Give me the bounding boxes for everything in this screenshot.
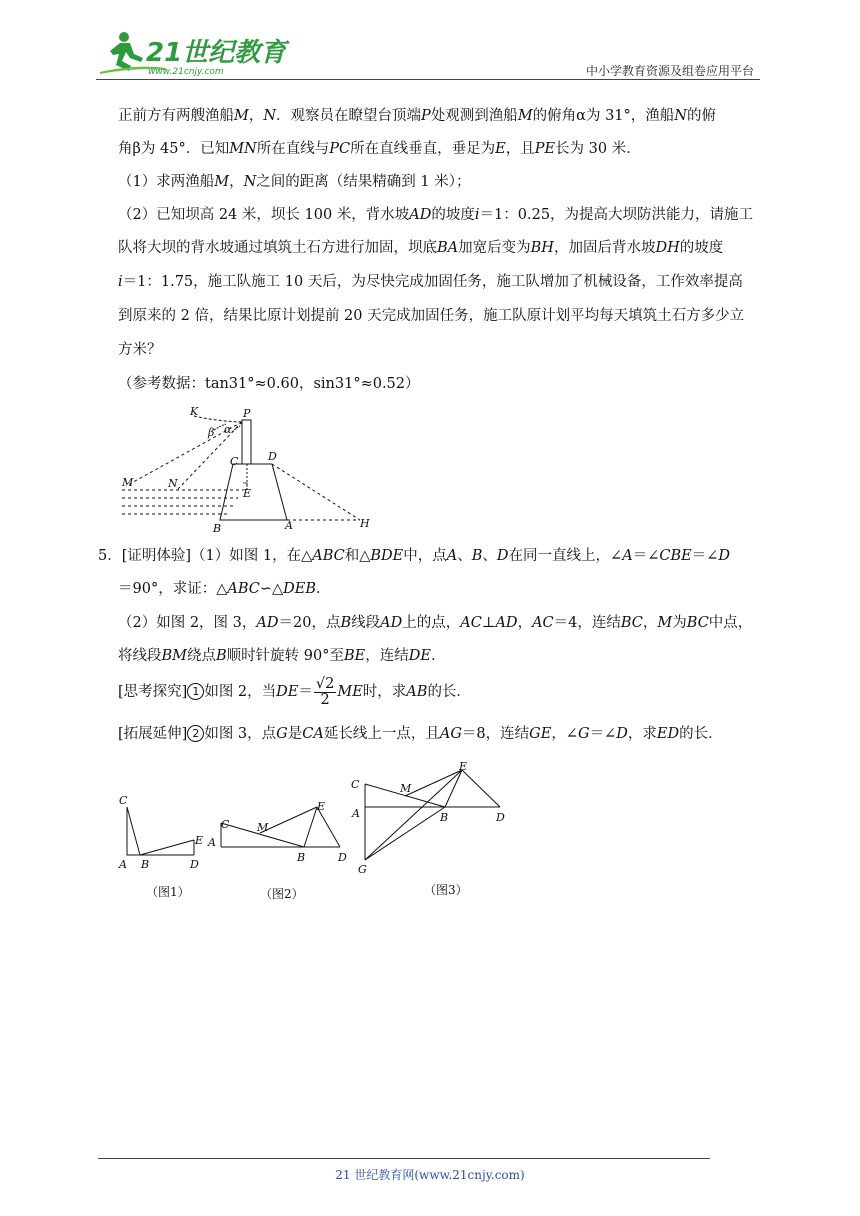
- text-span: [思考探究]: [118, 684, 188, 700]
- text-span: i: [118, 274, 123, 290]
- text-span: ＝4，连结: [553, 615, 621, 631]
- text-span: M: [657, 615, 673, 631]
- text-span: ，加固后背水坡: [553, 240, 656, 256]
- text-span: N: [243, 174, 257, 190]
- text-span: BDE: [370, 548, 404, 564]
- text-span: ＝8，连结: [461, 726, 530, 742]
- text-span: ．: [316, 581, 331, 597]
- header-divider: [96, 79, 760, 80]
- text-span: ，∠: [551, 726, 578, 742]
- q4-line-1: [118, 100, 768, 132]
- text-span: AD: [409, 207, 432, 223]
- fig2-label-A: A: [208, 836, 216, 849]
- text-span: ，: [517, 615, 533, 631]
- label-D: D: [268, 450, 277, 463]
- text-span: 如图 3，点: [204, 726, 277, 742]
- q4-part-2-line-2: [118, 232, 768, 264]
- text-span: 顺时针旋转 90°至: [226, 648, 344, 664]
- text-span: AD: [495, 615, 518, 631]
- text-span: E: [495, 141, 506, 157]
- text-span: 是: [287, 726, 303, 742]
- text-span: AB: [406, 684, 428, 700]
- text-span: 队将大坝的背水坡通过填筑土石方进行加固，坝底: [118, 240, 437, 256]
- label-N: N: [168, 477, 178, 490]
- text-span: AD: [380, 615, 403, 631]
- q5-figures: [110, 760, 530, 910]
- text-span: A: [446, 548, 458, 564]
- text-span: DEB: [283, 581, 317, 597]
- text-span: （1）求两渔船: [118, 174, 215, 190]
- text-span: D: [718, 548, 730, 564]
- fig3-caption: （图3）: [424, 883, 468, 897]
- text-span: 将线段: [118, 648, 162, 664]
- text-span: D: [616, 726, 628, 742]
- text-span: N: [263, 108, 277, 124]
- text-span: GE: [529, 726, 552, 742]
- text-span: 之间的距离（结果精确到 1 米）；: [256, 174, 471, 190]
- text-span: ，: [229, 174, 244, 190]
- text-span: ABC: [312, 548, 345, 564]
- text-span: ＝∠: [589, 726, 617, 742]
- text-span: 的长．: [679, 726, 723, 742]
- text-span: ＝∠: [632, 548, 660, 564]
- fig2-label-M: M: [257, 821, 269, 834]
- text-span: M: [234, 108, 249, 124]
- q4-part-1: [118, 166, 768, 198]
- text-span: 上的点，: [402, 615, 461, 631]
- q5-line-6: [118, 718, 768, 750]
- text-span: CBE: [659, 548, 692, 564]
- q4-part-2-line-4: [118, 300, 768, 332]
- fig1-label-E: E: [195, 834, 204, 847]
- fig1-label-A: A: [119, 858, 127, 871]
- fig1-caption: （图1）: [146, 885, 190, 899]
- text-span: D: [496, 548, 509, 564]
- text-span: 2: [320, 691, 330, 708]
- q4-part-2-line-1: [118, 199, 768, 231]
- text-span: 处观测到渔船: [430, 108, 518, 124]
- fig3-label-M: M: [400, 782, 412, 795]
- text-span: 5．[证明体验]（1）如图 1，在△: [98, 548, 313, 564]
- text-span: 正前方有两艘渔船: [118, 108, 234, 124]
- text-span: A: [622, 548, 633, 564]
- text-span: M: [214, 174, 230, 190]
- text-span: BH: [530, 240, 554, 256]
- label-K: K: [190, 405, 199, 418]
- q4-part-2-line-5: [118, 334, 768, 366]
- text-span: G: [276, 726, 288, 742]
- q4-dam-figure: [110, 402, 380, 534]
- text-span: ED: [656, 726, 680, 742]
- text-span: 绕点: [187, 648, 217, 664]
- text-span: 中点，: [708, 615, 753, 631]
- text-span: AD: [256, 615, 279, 631]
- q5-line-3: [118, 607, 768, 639]
- text-span: 和△: [344, 548, 371, 564]
- text-span: 线段: [351, 615, 381, 631]
- site-logo: [96, 28, 287, 78]
- text-span: 中，点: [403, 548, 447, 564]
- fig2-caption: （图2）: [260, 887, 304, 901]
- fig2-label-B: B: [297, 851, 306, 864]
- text-span: ＝90°，求证：△: [118, 581, 228, 597]
- text-span: ，求: [627, 726, 657, 742]
- fig2-label-C: C: [221, 818, 230, 831]
- text-span: DE: [408, 648, 431, 664]
- fig1-label-C: C: [119, 794, 128, 807]
- text-span: MN: [229, 141, 257, 157]
- text-span: 的俯角α为 31°，渔船: [532, 108, 675, 124]
- text-span: 在同一直线上，∠: [508, 548, 623, 564]
- footer-site-link[interactable]: 21 世纪教育网(www.21cnjy.com): [335, 1168, 525, 1182]
- text-span: BC: [620, 615, 643, 631]
- logo-url: www.21cnjy.com: [148, 67, 224, 77]
- text-span: 所在直线垂直，垂足为: [350, 141, 496, 157]
- text-span: √2: [315, 675, 335, 692]
- text-span: 的俯: [686, 108, 716, 124]
- fig1-label-B: B: [141, 858, 150, 871]
- text-span: 时，求: [362, 684, 407, 700]
- text-span: DH: [655, 240, 680, 256]
- text-span: 的坡度: [431, 207, 475, 223]
- circled-number-2: 2: [187, 725, 204, 742]
- q5-line-1: [98, 540, 748, 572]
- label-B: B: [213, 522, 222, 535]
- fig3-label-E: E: [459, 760, 468, 773]
- text-span: 方米？: [118, 342, 162, 358]
- text-span: BA: [437, 240, 459, 256]
- q4-part-2-line-3: [118, 266, 768, 298]
- text-span: ＝1：1.75，施工队施工 10 天后，为尽快完成加固任务，施工队增加了机械设备，工作效率提高: [122, 274, 743, 290]
- text-span: ⊥: [481, 615, 496, 631]
- logo-text: 21世纪教育: [146, 38, 287, 68]
- text-span: BE: [343, 648, 366, 664]
- fig3-label-B: B: [440, 811, 449, 824]
- text-span: ，连结: [365, 648, 409, 664]
- text-span: ．观察员在瞭望台顶端: [276, 108, 422, 124]
- text-span: B: [471, 548, 483, 564]
- label-A: A: [285, 519, 293, 532]
- label-C: C: [230, 455, 239, 468]
- q5-line-5: [118, 676, 768, 708]
- text-span: PC: [329, 141, 351, 157]
- text-span: 、: [457, 548, 472, 564]
- text-span: 延长线上一点，且: [323, 726, 440, 742]
- text-span: P: [421, 108, 431, 124]
- text-span: （2）如图 2，图 3，: [118, 615, 257, 631]
- text-span: 的长．: [427, 684, 471, 700]
- text-span: ＝20，点: [278, 615, 341, 631]
- fig3-label-G: G: [358, 863, 367, 876]
- fig3-label-C: C: [351, 778, 360, 791]
- fig3-label-A: A: [352, 807, 360, 820]
- text-span: 所在直线与: [256, 141, 330, 157]
- text-span: [拓展延伸]: [118, 726, 188, 742]
- text-span: M: [517, 108, 533, 124]
- text-span: G: [577, 726, 590, 742]
- text-span: ．: [430, 648, 446, 664]
- fig3-label-D: D: [496, 811, 505, 824]
- label-M: M: [122, 476, 134, 489]
- fig2-label-E: E: [317, 800, 326, 813]
- label-H: H: [360, 517, 370, 530]
- text-span: ，: [642, 615, 658, 631]
- text-span: （参考数据：tan31°≈0.60，sin31°≈0.52）: [118, 376, 420, 392]
- q5-line-2: [118, 573, 768, 605]
- text-span: BC: [686, 615, 709, 631]
- text-span: ，: [248, 108, 264, 124]
- text-span: 、: [482, 548, 497, 564]
- text-span: AC: [460, 615, 482, 631]
- header-platform-text: 中小学教育资源及组卷应用平台: [585, 64, 754, 78]
- label-E: E: [243, 487, 252, 500]
- text-span: ＝1：0.25，为提高大坝防洪能力，请施工: [479, 207, 754, 223]
- text-span: ＝∠: [691, 548, 719, 564]
- circled-number-1: 1: [187, 683, 204, 700]
- text-span: 长为 30 米．: [555, 141, 641, 157]
- label-beta: β: [208, 426, 215, 439]
- fig2-label-D: D: [338, 851, 347, 864]
- text-span: CA: [302, 726, 324, 742]
- text-span: ME: [337, 684, 363, 700]
- text-span: i: [474, 207, 480, 223]
- fig1-label-D: D: [190, 858, 199, 871]
- text-span: BM: [161, 648, 188, 664]
- text-span: ＝: [298, 684, 313, 700]
- text-span: （2）已知坝高 24 米，坝长 100 米，背水坡: [118, 207, 410, 223]
- q4-line-2: [118, 133, 768, 165]
- text-span: ABC: [227, 581, 260, 597]
- text-span: DE: [276, 684, 299, 700]
- text-span: 角β为 45°．已知: [118, 141, 230, 157]
- text-span: 如图 2，当: [204, 684, 277, 700]
- page-header: [96, 28, 760, 80]
- text-span: AC: [532, 615, 554, 631]
- text-span: B: [216, 648, 227, 664]
- footer-divider: [98, 1158, 710, 1159]
- label-P: P: [243, 407, 251, 420]
- text-span: B: [340, 615, 352, 631]
- q5-line-4: [118, 640, 768, 672]
- label-alpha: α: [224, 423, 232, 436]
- q4-reference-data: [118, 368, 768, 400]
- text-span: 加宽后变为: [458, 240, 531, 256]
- text-span: N: [674, 108, 687, 124]
- text-span: 的坡度: [679, 240, 724, 256]
- text-span: 到原来的 2 倍，结果比原计划提前 20 天完成加固任务，施工队原计划平均每天填筑土石方多少立: [118, 308, 745, 324]
- text-span: PE: [534, 141, 556, 157]
- text-span: ∽△: [259, 581, 284, 597]
- fraction-root2-over-2: [314, 677, 336, 708]
- text-span: 为: [672, 615, 687, 631]
- text-span: ，且: [505, 141, 535, 157]
- text-span: AG: [439, 726, 462, 742]
